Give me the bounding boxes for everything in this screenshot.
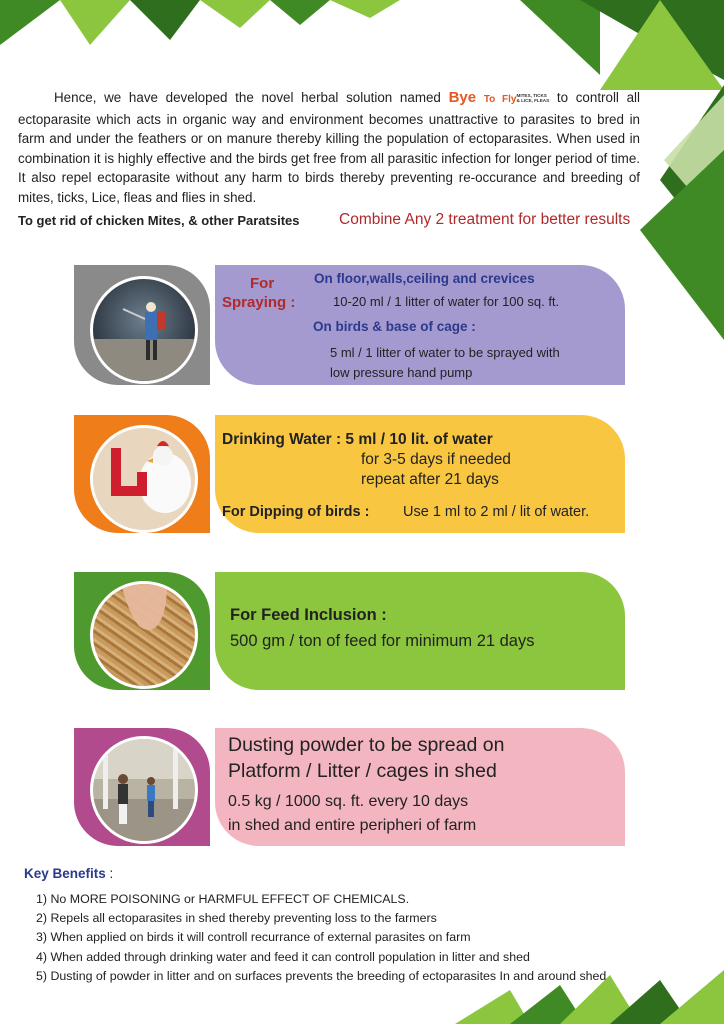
dusting-dose-1: 0.5 kg / 1000 sq. ft. every 10 days: [228, 793, 469, 810]
dipping-head: For Dipping of birds :: [222, 504, 370, 520]
combine-note: Combine Any 2 treatment for better results: [339, 211, 631, 228]
key-benefits-label: Key Benefits: [24, 866, 106, 881]
intro-text-before: Hence, we have developed the novel herbal solution named: [54, 90, 449, 105]
spraying-birds-dose-2: low pressure hand pump: [330, 365, 473, 380]
feed-pellets-photo: [90, 581, 198, 689]
feed-dose: 500 gm / ton of feed for minimum 21 days: [230, 632, 535, 650]
brand-tag-1: MITES, TICKS: [516, 93, 547, 99]
dipping-dose: Use 1 ml to 2 ml / lit of water.: [403, 504, 590, 520]
intro-paragraph: [18, 88, 640, 208]
drinking-head: Drinking Water : 5 ml / 10 lit. of water: [222, 431, 493, 448]
key-benefits-colon: :: [105, 866, 114, 881]
spraying-birds-dose-1: 5 ml / 1 litter of water to be sprayed with: [330, 345, 560, 360]
spraying-title-2: Spraying :: [222, 294, 296, 311]
drinker-with-chicken-photo: [90, 425, 198, 533]
feed-panel: [215, 572, 625, 690]
benefit-item: 2) Repels all ectoparasites in shed thereby preventing loss to the farmers: [36, 911, 437, 926]
dusting-head-1: Dusting powder to be spread on: [228, 734, 505, 756]
benefit-item: 5) Dusting of powder in litter and on surfaces prevents the breeding of ectoparasites In and around shed: [36, 968, 607, 983]
lead-line: To get rid of chicken Mites, & other Paratsites: [18, 213, 300, 228]
spraying-title-1: For: [250, 275, 275, 292]
spraying-floor-dose: 10-20 ml / 1 litter of water for 100 sq. ft.: [333, 294, 560, 309]
brand-bye: Bye: [448, 89, 477, 106]
drinking-line-3: repeat after 21 days: [361, 471, 499, 488]
shed-workers-photo: [90, 736, 198, 844]
brand-tagline: [517, 93, 550, 103]
benefit-item: 1) No MORE POISONING or HARMFUL EFFECT OF CHEMICALS.: [36, 892, 410, 906]
drinking-line-2: for 3-5 days if needed: [361, 451, 511, 468]
intro-text-after: to controll all ectoparasite which acts in organic way and environment becomes unattractive to parasites to bred in farm and under the feathers or on manure thereby killing the population of ectoparasites. When used in combination it is highly effective and the birds get free from all parasitic infection for longer period of time. It also repel ectoparasite without any harm to birds thereby preventing re-occurance and breeding of mites, ticks, Lice, fleas and flies in shed.: [18, 90, 640, 205]
spraying-floor-head: On floor,walls,ceiling and crevices: [314, 271, 535, 286]
key-benefits-title: [24, 866, 113, 881]
dusting-dose-2: in shed and entire peripheri of farm: [228, 817, 477, 834]
spraying-birds-head: On birds & base of cage :: [313, 319, 476, 334]
benefit-item: 3) When applied on birds it will controll recurrance of external parasites on farm: [36, 930, 471, 945]
worker-spraying-photo: [90, 276, 198, 384]
dusting-head-2: Platform / Litter / cages in shed: [228, 760, 497, 782]
brand-tag-2: & LICE, FLEAS: [516, 98, 550, 104]
benefit-item: 4) When added through drinking water and feed it can controll population in litter and shed: [36, 949, 530, 964]
feed-head: For Feed Inclusion :: [230, 606, 387, 624]
brand-tofly: To Fly: [483, 94, 517, 105]
key-benefits-list: [36, 890, 606, 986]
